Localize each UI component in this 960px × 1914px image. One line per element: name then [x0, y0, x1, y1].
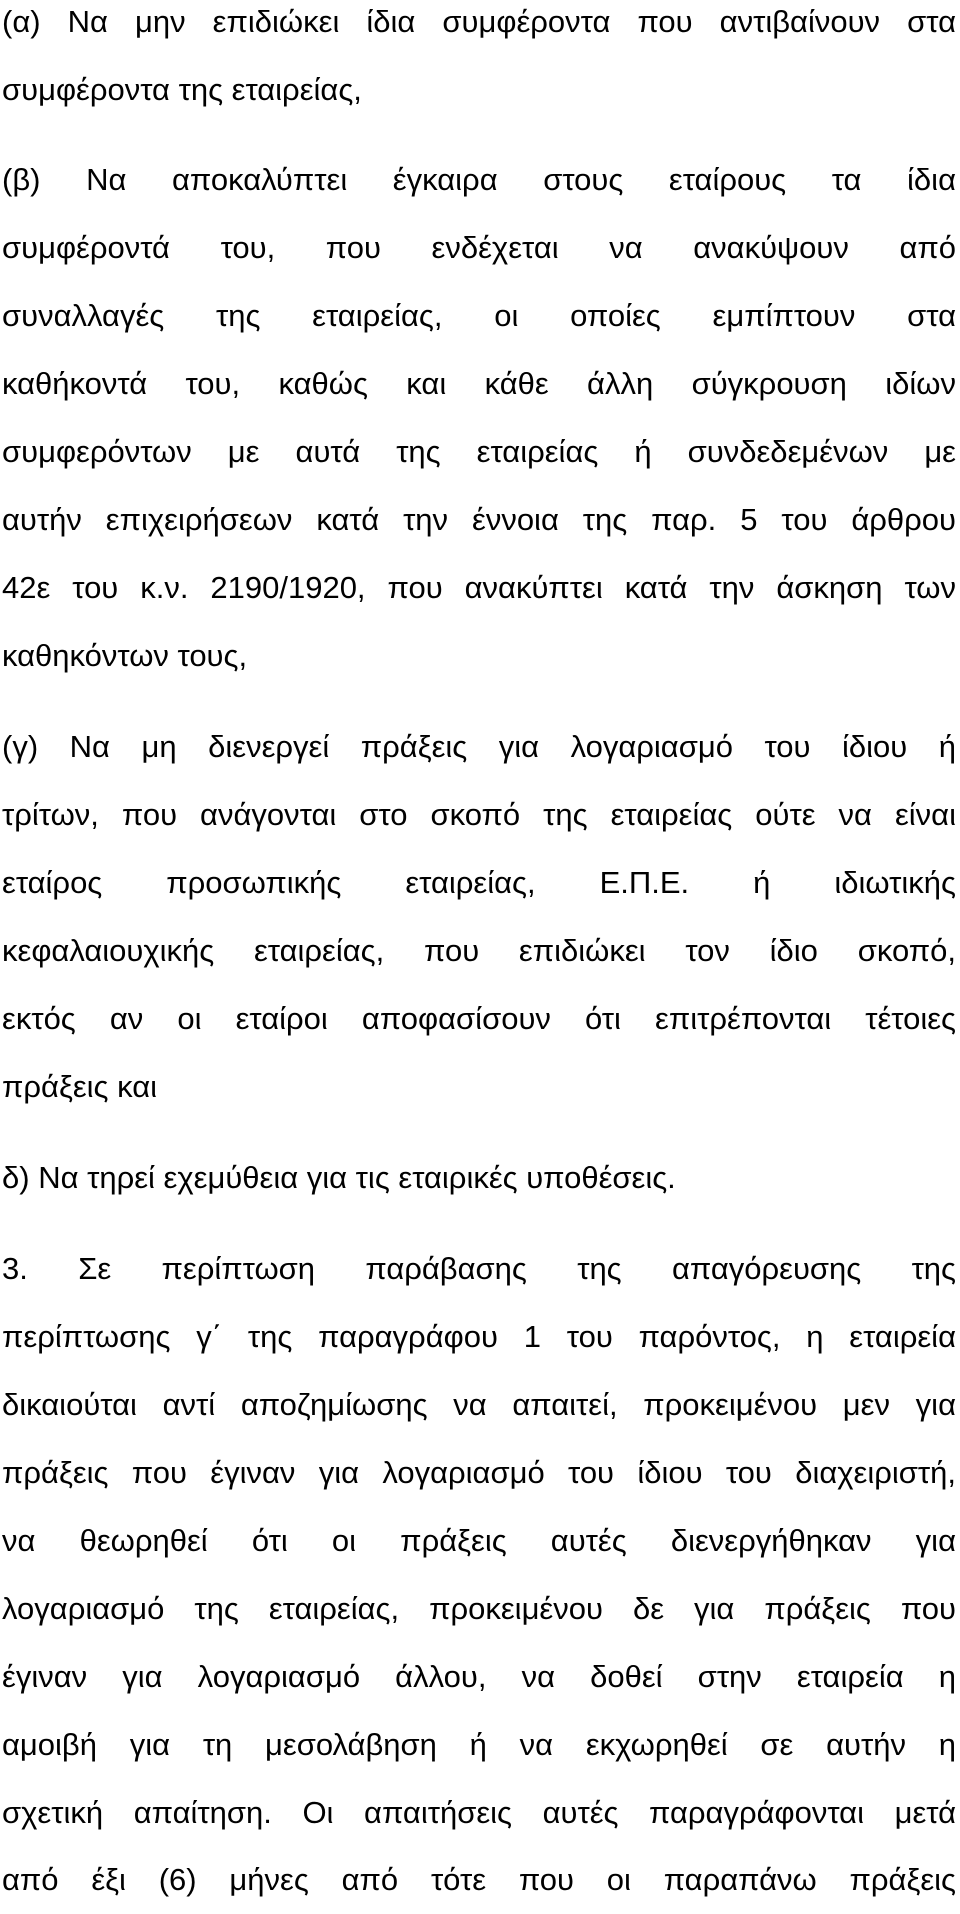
text-line: πράξεις που έγιναν για λογαριασμό του ίδιου του διαχειριστή,: [2, 1455, 956, 1490]
text-line: αυτήν επιχειρήσεων κατά την έννοια της παρ. 5 του άρθρου: [2, 502, 956, 537]
text-line: (α) Να μην επιδιώκει ίδια συμφέροντα που αντιβαίνουν στα: [2, 4, 956, 39]
text-line: 42ε του κ.ν. 2190/1920, που ανακύπτει κατά την άσκηση των: [2, 570, 956, 605]
text-line: 3. Σε περίπτωση παράβασης της απαγόρευσης της: [2, 1251, 956, 1286]
text-line: κεφαλαιουχικής εταιρείας, που επιδιώκει τον ίδιο σκοπό,: [2, 933, 956, 968]
text-line: περίπτωσης γ΄ της παραγράφου 1 του παρόντος, η εταιρεία: [2, 1319, 956, 1354]
text-line: εταίρος προσωπικής εταιρείας, Ε.Π.Ε. ή ιδιωτικής: [2, 865, 956, 900]
text-line: από έξι (6) μήνες από τότε που οι παραπάνω πράξεις: [2, 1862, 956, 1897]
text-line: αμοιβή για τη μεσολάβηση ή να εκχωρηθεί σε αυτήν η: [2, 1727, 956, 1762]
text-line: (β) Να αποκαλύπτει έγκαιρα στους εταίρους τα ίδια: [2, 162, 956, 197]
text-line: πράξεις και: [2, 1069, 158, 1104]
text-line: δικαιούται αντί αποζημίωσης να απαιτεί, προκειμένου μεν για: [2, 1387, 956, 1422]
text-line: έγιναν για λογαριασμό άλλου, να δοθεί στην εταιρεία η: [2, 1659, 956, 1694]
text-line: τρίτων, που ανάγονται στο σκοπό της εταιρείας ούτε να είναι: [2, 797, 956, 832]
text-line: σχετική απαίτηση. Οι απαιτήσεις αυτές παραγράφονται μετά: [2, 1795, 956, 1830]
text-line: (γ) Να μη διενεργεί πράξεις για λογαριασμό του ίδιου ή: [2, 729, 956, 764]
text-line: συμφέροντά του, που ενδέχεται να ανακύψουν από: [2, 230, 956, 265]
text-line: καθήκοντά του, καθώς και κάθε άλλη σύγκρουση ιδίων: [2, 366, 956, 401]
text-line: καθηκόντων τους,: [2, 638, 248, 673]
text-line: συμφερόντων με αυτά της εταιρείας ή συνδεδεμένων με: [2, 434, 956, 469]
text-line: συμφέροντα της εταιρείας,: [2, 72, 362, 107]
text-line: να θεωρηθεί ότι οι πράξεις αυτές διενεργήθηκαν για: [2, 1523, 956, 1558]
text-line: δ) Να τηρεί εχεμύθεια για τις εταιρικές υποθέσεις.: [2, 1160, 676, 1195]
text-line: εκτός αν οι εταίροι αποφασίσουν ότι επιτρέπονται τέτοιες: [2, 1001, 956, 1036]
text-line: συναλλαγές της εταιρείας, οι οποίες εμπίπτουν στα: [2, 298, 956, 333]
text-line: λογαριασμό της εταιρείας, προκειμένου δε για πράξεις που: [2, 1591, 956, 1626]
